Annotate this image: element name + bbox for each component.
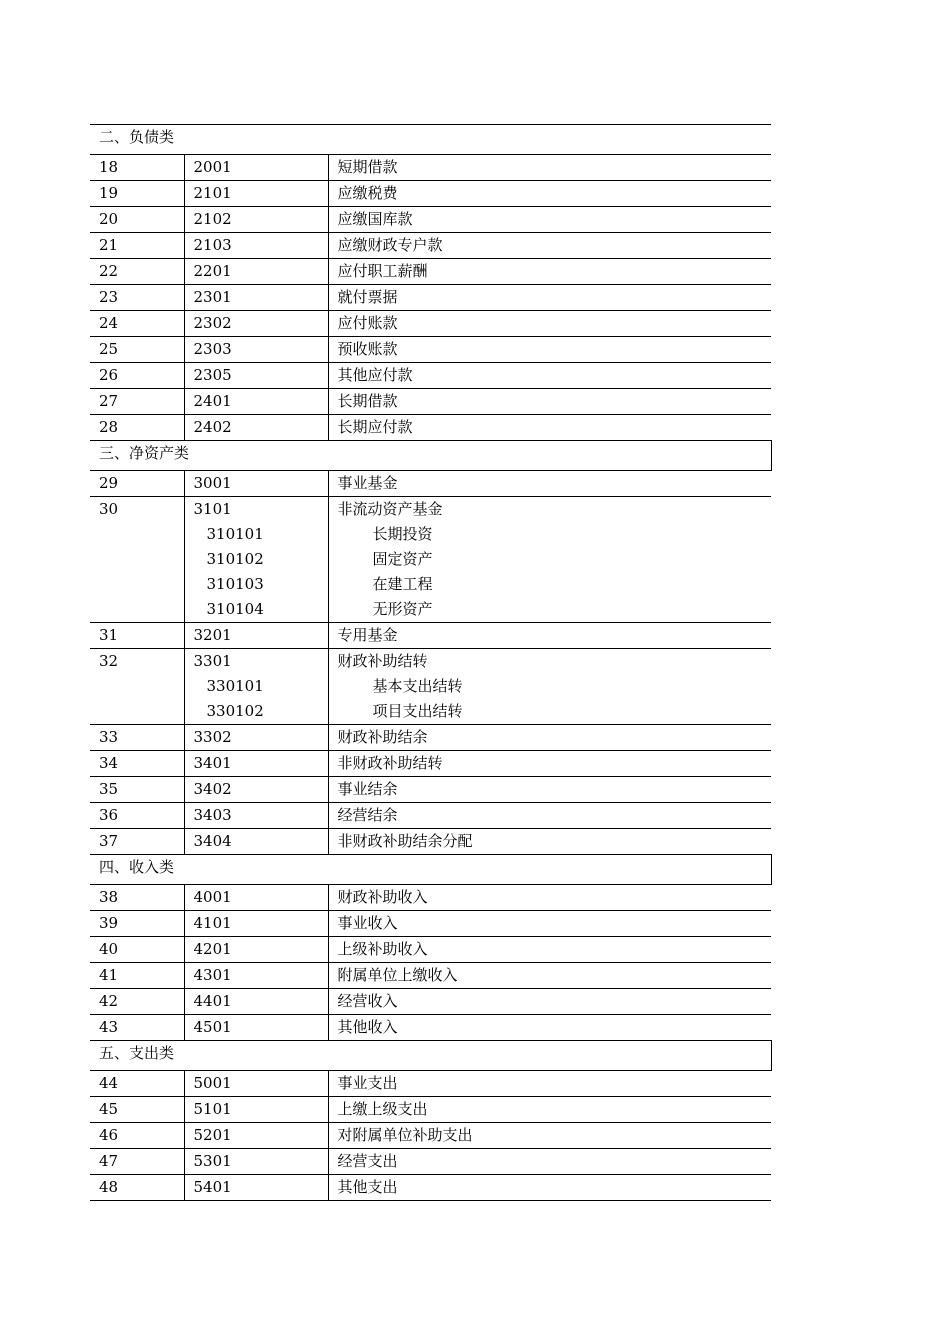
table-row (90, 623, 771, 649)
account-name-cell: 经营收入 (328, 989, 771, 1015)
account-name-cell (328, 649, 771, 725)
section-title: 二、负债类 (90, 125, 771, 155)
section-title: 五、支出类 (90, 1041, 771, 1071)
table-row (90, 1097, 771, 1123)
sub-account-name: 固定资产 (372, 550, 433, 568)
section-header-row (90, 441, 771, 471)
account-name-cell: 应付职工薪酬 (328, 259, 771, 285)
table-row (90, 1015, 771, 1041)
section-title: 四、收入类 (90, 855, 771, 885)
account-table-body (90, 125, 771, 1201)
account-code-cell: 3201 (184, 623, 328, 649)
account-code-cell: 4401 (184, 989, 328, 1015)
row-number: 39 (90, 911, 184, 937)
row-number: 19 (90, 181, 184, 207)
row-number: 35 (90, 777, 184, 803)
row-number: 45 (90, 1097, 184, 1123)
account-code-cell: 5201 (184, 1123, 328, 1149)
table-row (90, 1175, 771, 1201)
table-row (90, 389, 771, 415)
account-name-cell (328, 497, 771, 623)
row-number: 36 (90, 803, 184, 829)
row-number: 25 (90, 337, 184, 363)
row-number: 43 (90, 1015, 184, 1041)
sub-account-code: 310103 (206, 575, 264, 593)
account-code-cell: 3302 (184, 725, 328, 751)
account-code-cell: 3401 (184, 751, 328, 777)
row-number: 44 (90, 1071, 184, 1097)
account-code-cell: 4201 (184, 937, 328, 963)
table-row (90, 471, 771, 497)
table-row (90, 911, 771, 937)
section-header-row (90, 125, 771, 155)
account-name-cell: 财政补助结余 (328, 725, 771, 751)
table-row (90, 1071, 771, 1097)
account-name: 财政补助结转 (337, 652, 428, 670)
table-row (90, 777, 771, 803)
row-number: 40 (90, 937, 184, 963)
account-name-cell: 附属单位上缴收入 (328, 963, 771, 989)
row-number: 34 (90, 751, 184, 777)
sub-account-name: 项目支出结转 (372, 702, 463, 720)
account-name-cell: 事业收入 (328, 911, 771, 937)
account-code-cell: 2305 (184, 363, 328, 389)
table-row (90, 803, 771, 829)
section-header-row (90, 855, 771, 885)
section-header-row (90, 1041, 771, 1071)
row-number: 26 (90, 363, 184, 389)
sub-account-code: 310101 (206, 525, 264, 543)
account-name-cell: 事业结余 (328, 777, 771, 803)
row-number: 42 (90, 989, 184, 1015)
account-code-cell: 2102 (184, 207, 328, 233)
table-row (90, 415, 771, 441)
sub-account-code: 310104 (206, 600, 264, 618)
account-code-cell: 4001 (184, 885, 328, 911)
account-name-cell: 经营支出 (328, 1149, 771, 1175)
table-row (90, 885, 771, 911)
table-row (90, 751, 771, 777)
account-name-cell: 其他应付款 (328, 363, 771, 389)
account-name-cell: 上级补助收入 (328, 937, 771, 963)
table-row (90, 989, 771, 1015)
row-number: 37 (90, 829, 184, 855)
account-name-cell: 短期借款 (328, 155, 771, 181)
account-code-cell: 2402 (184, 415, 328, 441)
account-name-cell: 财政补助收入 (328, 885, 771, 911)
account-name-cell: 事业基金 (328, 471, 771, 497)
table-row (90, 649, 771, 725)
account-code-cell: 3402 (184, 777, 328, 803)
table-row (90, 285, 771, 311)
sub-account-name: 基本支出结转 (372, 677, 463, 695)
account-name-cell: 预收账款 (328, 337, 771, 363)
account-code-cell: 2001 (184, 155, 328, 181)
account-code-cell: 2303 (184, 337, 328, 363)
account-code: 3101 (193, 500, 232, 518)
row-number: 20 (90, 207, 184, 233)
account-code-cell: 5401 (184, 1175, 328, 1201)
row-number: 30 (90, 497, 184, 623)
account-name-cell: 对附属单位补助支出 (328, 1123, 771, 1149)
account-name-cell: 经营结余 (328, 803, 771, 829)
account-code-cell: 2302 (184, 311, 328, 337)
row-number: 38 (90, 885, 184, 911)
table-row (90, 1149, 771, 1175)
account-name-cell: 上缴上级支出 (328, 1097, 771, 1123)
account-code-cell (184, 497, 328, 623)
account-name-cell: 长期借款 (328, 389, 771, 415)
table-row (90, 963, 771, 989)
account-name-cell: 非财政补助结转 (328, 751, 771, 777)
sub-account-name: 无形资产 (372, 600, 433, 618)
account-code-cell (184, 649, 328, 725)
table-row (90, 725, 771, 751)
table-row (90, 363, 771, 389)
row-number: 32 (90, 649, 184, 725)
table-row (90, 937, 771, 963)
row-number: 23 (90, 285, 184, 311)
account-code: 3301 (193, 652, 232, 670)
account-code-cell: 2103 (184, 233, 328, 259)
account-code-cell: 4101 (184, 911, 328, 937)
row-number: 28 (90, 415, 184, 441)
account-code-cell: 4301 (184, 963, 328, 989)
row-number: 33 (90, 725, 184, 751)
section-title: 三、净资产类 (90, 441, 771, 471)
account-name-cell: 应缴财政专户款 (328, 233, 771, 259)
account-code-cell: 2201 (184, 259, 328, 285)
sub-account-name: 长期投资 (372, 525, 433, 543)
account-code-cell: 2101 (184, 181, 328, 207)
account-code-cell: 4501 (184, 1015, 328, 1041)
account-code-cell: 5101 (184, 1097, 328, 1123)
table-row (90, 1123, 771, 1149)
table-row (90, 207, 771, 233)
sub-account-name: 在建工程 (372, 575, 433, 593)
account-name-cell: 应缴国库款 (328, 207, 771, 233)
row-number: 46 (90, 1123, 184, 1149)
row-number: 41 (90, 963, 184, 989)
account-name-cell: 专用基金 (328, 623, 771, 649)
row-number: 31 (90, 623, 184, 649)
sub-account-code: 310102 (206, 550, 264, 568)
account-code-cell: 5001 (184, 1071, 328, 1097)
account-name-cell: 非财政补助结余分配 (328, 829, 771, 855)
account-name-cell: 应缴税费 (328, 181, 771, 207)
table-row (90, 155, 771, 181)
row-number: 48 (90, 1175, 184, 1201)
sub-account-code: 330101 (206, 677, 264, 695)
account-name: 非流动资产基金 (337, 500, 443, 518)
account-code-table (90, 124, 772, 1201)
account-name-cell: 其他支出 (328, 1175, 771, 1201)
account-code-cell: 3403 (184, 803, 328, 829)
account-name-cell: 就付票据 (328, 285, 771, 311)
row-number: 47 (90, 1149, 184, 1175)
row-number: 21 (90, 233, 184, 259)
row-number: 24 (90, 311, 184, 337)
account-name-cell: 其他收入 (328, 1015, 771, 1041)
account-name-cell: 事业支出 (328, 1071, 771, 1097)
table-row (90, 311, 771, 337)
account-code-cell: 5301 (184, 1149, 328, 1175)
row-number: 18 (90, 155, 184, 181)
table-row (90, 181, 771, 207)
table-row (90, 233, 771, 259)
sub-account-code: 330102 (206, 702, 264, 720)
table-row (90, 497, 771, 623)
account-name-cell: 长期应付款 (328, 415, 771, 441)
account-code-cell: 2301 (184, 285, 328, 311)
account-code-cell: 2401 (184, 389, 328, 415)
table-row (90, 259, 771, 285)
account-table-container (90, 124, 771, 1201)
row-number: 29 (90, 471, 184, 497)
account-code-cell: 3001 (184, 471, 328, 497)
row-number: 27 (90, 389, 184, 415)
table-row (90, 337, 771, 363)
row-number: 22 (90, 259, 184, 285)
account-name-cell: 应付账款 (328, 311, 771, 337)
account-code-cell: 3404 (184, 829, 328, 855)
table-row (90, 829, 771, 855)
